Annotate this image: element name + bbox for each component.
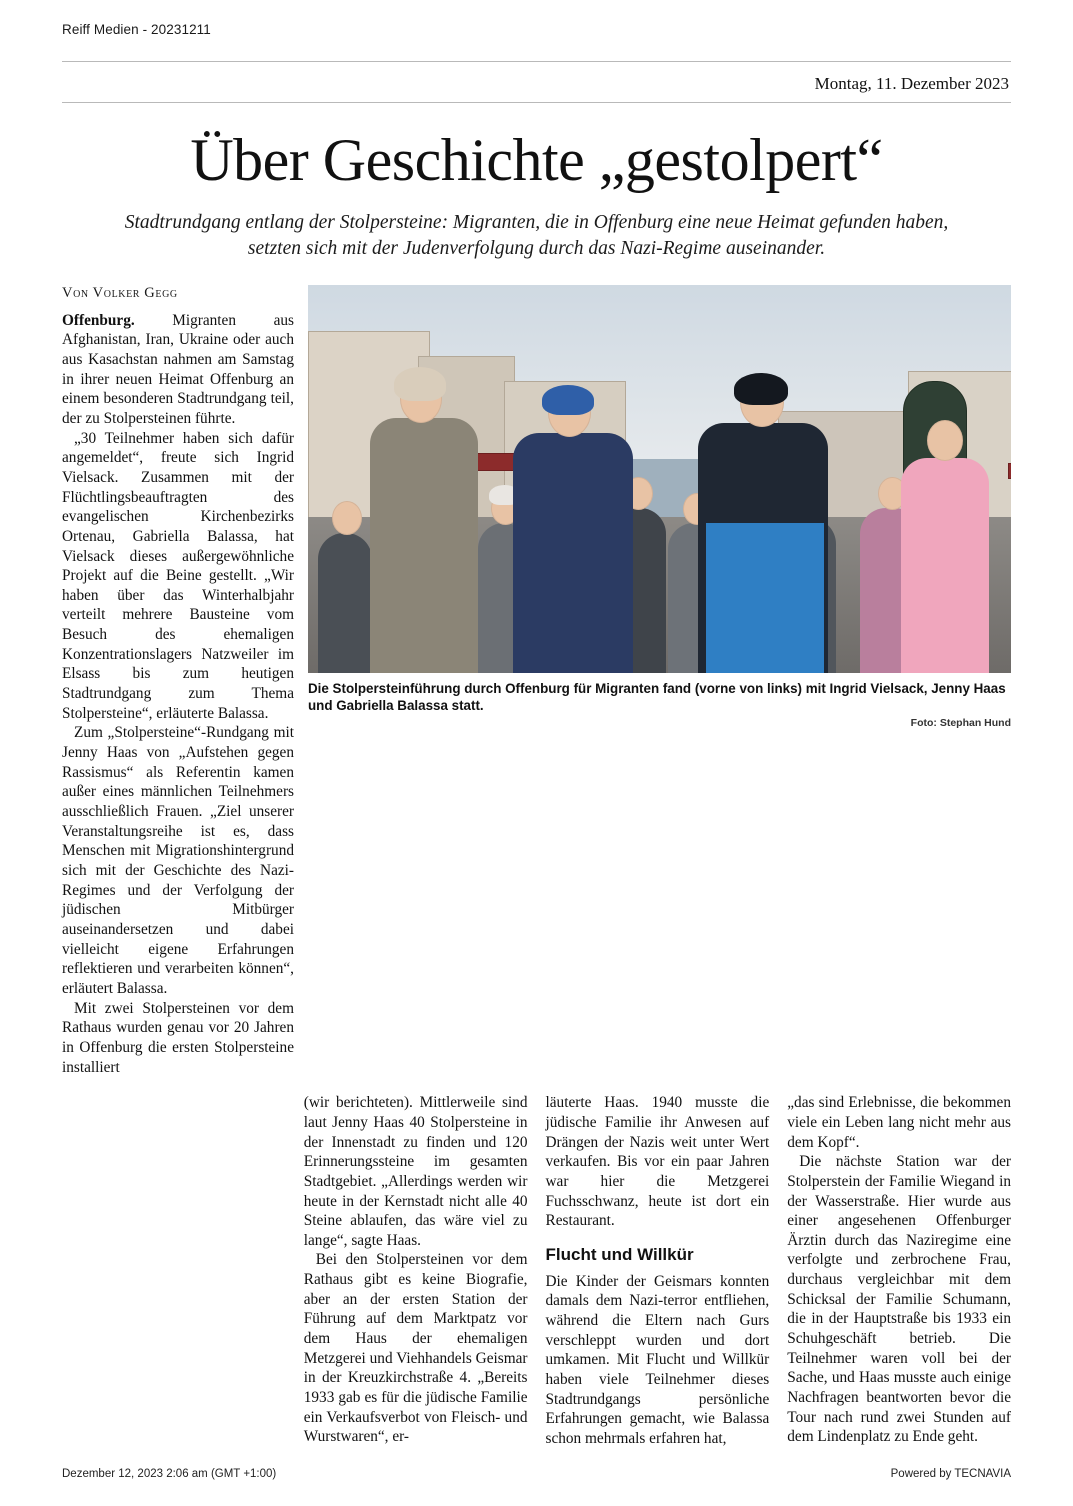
photo-person (318, 533, 372, 673)
masthead-label: Reiff Medien - 20231211 (62, 22, 211, 37)
article-photo (308, 285, 1011, 673)
paragraph: Offenburg. Migranten aus Afghanistan, Iran, Ukraine oder auch aus Kasachstan nahmen am Samstag in ihrer neuen Heimat Offenburg an einem besonderen Stadtrundgang teil, der zu Stolpersteinen führte. (62, 311, 294, 427)
footer-powered-by: Powered by TECNAVIA (890, 1468, 1011, 1480)
column-1-text (62, 311, 294, 1078)
photo-person-ingrid (370, 418, 478, 673)
paragraph: Mit zwei Stolpersteinen vor dem Rathaus wurden genau vor 20 Jahren in Offenburg die ersten Stolpersteine installiert (62, 999, 294, 1076)
page-footer (62, 1468, 1011, 1480)
photo-block (308, 285, 1011, 730)
photo-person-jenny (513, 433, 633, 673)
photo-person-hat (734, 373, 788, 405)
section-subhead: Flucht und Willkür (545, 1244, 694, 1264)
top-block (62, 285, 1011, 1078)
photo-person-hat (542, 385, 594, 415)
column-4 (787, 1093, 1011, 1448)
column-1 (62, 285, 294, 1078)
paragraph: läuterte Haas. 1940 musste die jüdische Familie ihr Anwesen auf Drängen der Nazis weit unter Wert verkaufen. Bis vor ein paar Jahren war hier die Metzgerei Fuchsschwanz, heute ist dort ein Restaurant. (545, 1094, 770, 1230)
column-2 (304, 1093, 528, 1448)
byline: Von Volker Gegg (62, 284, 178, 301)
article-body (62, 285, 1011, 1449)
photo-person-head (332, 501, 362, 535)
paragraph: „das sind Erlebnisse, die bekommen viele ein Leben lang nicht mehr aus dem Kopf“. (787, 1094, 1011, 1151)
photo-person-head (927, 420, 963, 461)
column-1-lower (62, 1093, 286, 1448)
paragraph: „30 Teilnehmer haben sich dafür angemeldet“, freute sich Ingrid Vielsack. Zusammen mit der Flüchtlingsbeauftragten des evangelischen Kirchenbezirks Ortenau, Gabriella Balassa, hat Vielsack dieses außergewöhnliche Projekt auf die Beine gestellt. „Wir haben über das Winterhalbjahr verteilt mehrere Bausteine vom Besuch des ehemaligen Konzentrationslagers Natzweiler im Elsass bis zum heutigen Stadtrundgang zum Thema Stolpersteine“, erläuterte Balassa. (62, 429, 294, 722)
paragraph: Zum „Stolpersteine“-Rundgang mit Jenny Haas von „Aufstehen gegen Rassismus“ als Referentin kamen außer eines männlichen Teilnehmers ausschließlich Frauen. „Ziel unserer Veranstaltungsreihe ist es, dass Menschen mit Migrationshintergrund sich mit der Geschichte des Nazi-Regimes und der Verfolgung der jüdischen Mitbürger auseinandersetzen und dabei vielleicht eigene Erfahrungen reflektieren und verarbeiten können“, erläutert Balassa. (62, 724, 294, 997)
column-3 (546, 1093, 770, 1448)
photo-crowd (308, 393, 1011, 672)
paragraph: Die Kinder der Geismars konnten damals dem Nazi-terror entfliehen, während die Eltern nach Gurs verschleppt wurden und dort umkamen. Mit Flucht und Willkür haben viele Teilnehmer dieses Stadtrundgangs persönliche Erfahrungen gemacht, wie Balassa schon mehrmals erfahren hat, (545, 1272, 770, 1447)
paragraph: Bei den Stolpersteinen vor dem Rathaus gibt es keine Biografie, aber an der ersten Station der Führung auf dem Marktpatz vor dem Haus der ehemaligen Metzgerei und Viehhandels Geismar in der Kreuzkirchstraße 4. „Bereits 1933 gab es für die jüdische Familie ein Verkaufsverbot von Fleisch- und Wurstwaren“, er- (303, 1251, 528, 1446)
paragraph: Die nächste Station war der Stolperstein der Familie Wiegand in der Wasserstraße. Hier wurde aus einer angesehenen Offenburger Ärztin durch das Naziregime eine verfolgte und zerbrochene Frau, durchaus vergleichbar mit dem Schicksal der Familie Schumann, die in der Hauptstraße bis 1933 ein Schuhgeschäft betrieb. Die Teilnehmer waren voll bei der Sache, und Haas musste auch einige Nachfragen beantworten bevor die Tour nach rund zwei Stunden auf dem Lindenplatz zu Ende geht. (787, 1153, 1011, 1446)
photo-caption: Die Stolpersteinführung durch Offenburg für Migranten fand (vorne von links) mit Ingrid Vielsack, Jenny Haas und Gabriella Balassa statt. (308, 680, 1006, 714)
footer-timestamp: Dezember 12, 2023 2:06 am (GMT +1:00) (62, 1468, 277, 1480)
photo-person-scarf (706, 523, 824, 673)
paragraph: (wir berichteten). Mittlerweile sind laut Jenny Haas 40 Stolpersteine in der Innenstadt zu finden und 120 Erinnerungssteine im gesamten Stadtgebiet. „Allerdings werden wir heute in der Kernstadt nicht alle 40 Steine ablaufen, das wäre viel zu lange“, sagte Haas. (303, 1094, 528, 1249)
photo-credit: Foto: Stephan Hund (910, 717, 1011, 730)
page-title: Über Geschichte „gestolpert“ (190, 127, 883, 193)
divider-under-date (62, 102, 1011, 103)
photo-person-hair (394, 367, 446, 401)
lower-columns (62, 1093, 1011, 1448)
photo-person (901, 458, 989, 673)
issue-date: Montag, 11. Dezember 2023 (814, 74, 1009, 93)
article-subheadline: Stadtrundgang entlang der Stolpersteine: Migranten, die in Offenburg eine neue Heimat gefunden haben, setzten sich mit der Judenverfolgung durch das Nazi-Regime auseinander. (124, 212, 949, 260)
